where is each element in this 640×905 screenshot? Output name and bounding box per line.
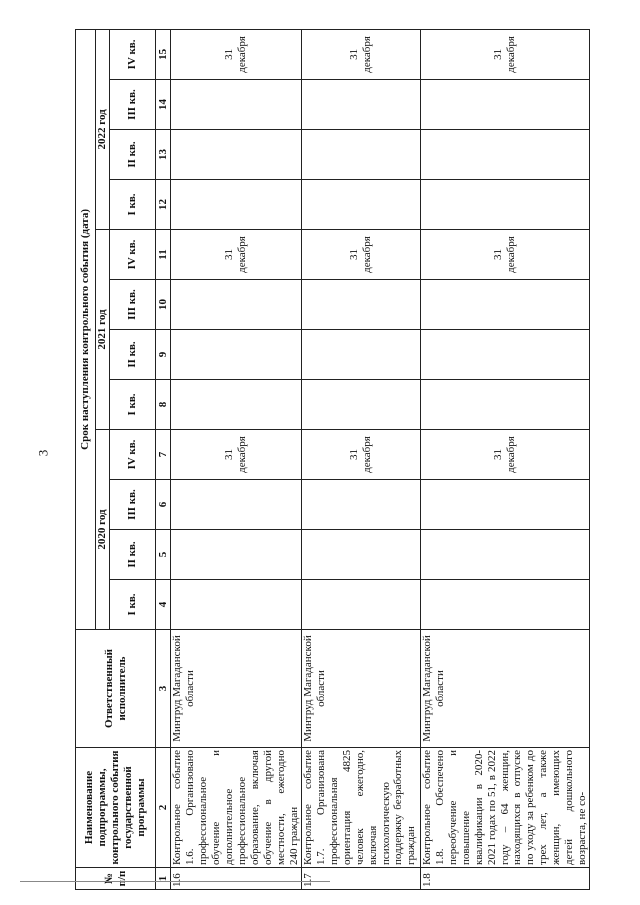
row-date-2022-q4: 31 декабря (420, 29, 590, 79)
header-number: № п/п (76, 868, 156, 890)
row-executor: Минтруд Магаданской области (171, 630, 302, 748)
column-number: 12 (156, 180, 171, 230)
row-number: 1.6 (171, 868, 302, 890)
column-number: 3 (156, 630, 171, 748)
column-number: 15 (156, 29, 171, 79)
row-event-name: Контрольное событие 1.6. Организовано профессиональное обучение и дополнительное профессиональное образование, включая обучение в другой местности, ежегодно 240 граждан (171, 748, 302, 868)
table-row (171, 29, 302, 889)
column-number: 11 (156, 230, 171, 280)
row-date-2020-q4: 31 декабря (420, 430, 590, 480)
header-year-2021: 2021 год (96, 230, 110, 430)
header-quarter: III кв. (110, 80, 156, 130)
column-number: 4 (156, 580, 171, 630)
header-quarter: II кв. (110, 530, 156, 580)
row-event-name: Контрольное событие 1.7. Организована профессиональная ориентация 4825 человек ежегодно, включая психологическую поддержку безработных граждан (301, 748, 420, 868)
row-event-name: Контрольное событие 1.8. Обеспечено переобучение и повышение квалификации в 2020-2021 годах по 51, в 2022 году – 64 женщин, находящихся в отпуске по уходу за ребенком до трех лет, а также женщин, имеющих детей дошкольного возраста, не со- (420, 748, 590, 868)
column-number: 14 (156, 80, 171, 130)
control-events-table (75, 29, 590, 890)
row-date-2020-q4: 31 декабря (171, 430, 302, 480)
page-number: 3 (35, 449, 51, 457)
header-quarter: II кв. (110, 330, 156, 380)
row-date-2022-q4: 31 декабря (301, 29, 420, 79)
header-year-2020: 2020 год (96, 430, 110, 630)
column-number: 2 (156, 748, 171, 868)
column-number: 5 (156, 530, 171, 580)
table-row (301, 29, 420, 889)
row-number: 1.8 (420, 868, 590, 890)
header-quarter: I кв. (110, 580, 156, 630)
header-quarter: I кв. (110, 380, 156, 430)
column-number: 6 (156, 480, 171, 530)
table-row (420, 29, 590, 889)
header-quarter: IV кв. (110, 29, 156, 79)
header-quarter: I кв. (110, 180, 156, 230)
bottom-rule (20, 881, 330, 882)
header-quarter: III кв. (110, 280, 156, 330)
row-date-2021-q4: 31 декабря (420, 230, 590, 280)
column-number: 8 (156, 380, 171, 430)
row-date-2020-q4: 31 декабря (301, 430, 420, 480)
header-quarter: IV кв. (110, 430, 156, 480)
row-executor: Минтруд Магаданской области (420, 630, 590, 748)
row-number: 1.7 (301, 868, 420, 890)
rotated-table-wrapper (75, 30, 640, 890)
header-quarter: IV кв. (110, 230, 156, 280)
column-number: 1 (156, 868, 171, 890)
column-number: 13 (156, 130, 171, 180)
column-number: 9 (156, 330, 171, 380)
header-quarter: III кв. (110, 480, 156, 530)
row-date-2021-q4: 31 декабря (171, 230, 302, 280)
row-executor: Минтруд Магаданской области (301, 630, 420, 748)
header-quarter: II кв. (110, 130, 156, 180)
row-date-2021-q4: 31 декабря (301, 230, 420, 280)
column-number: 10 (156, 280, 171, 330)
header-name: Наименование подпрограммы, контрольного события государственной программы (76, 748, 156, 868)
row-date-2022-q4: 31 декабря (171, 29, 302, 79)
header-year-2022: 2022 год (96, 29, 110, 229)
header-executor: Ответственный исполнитель (76, 630, 156, 748)
header-term: Срок наступления контрольного события (дата) (76, 29, 96, 629)
column-number: 7 (156, 430, 171, 480)
